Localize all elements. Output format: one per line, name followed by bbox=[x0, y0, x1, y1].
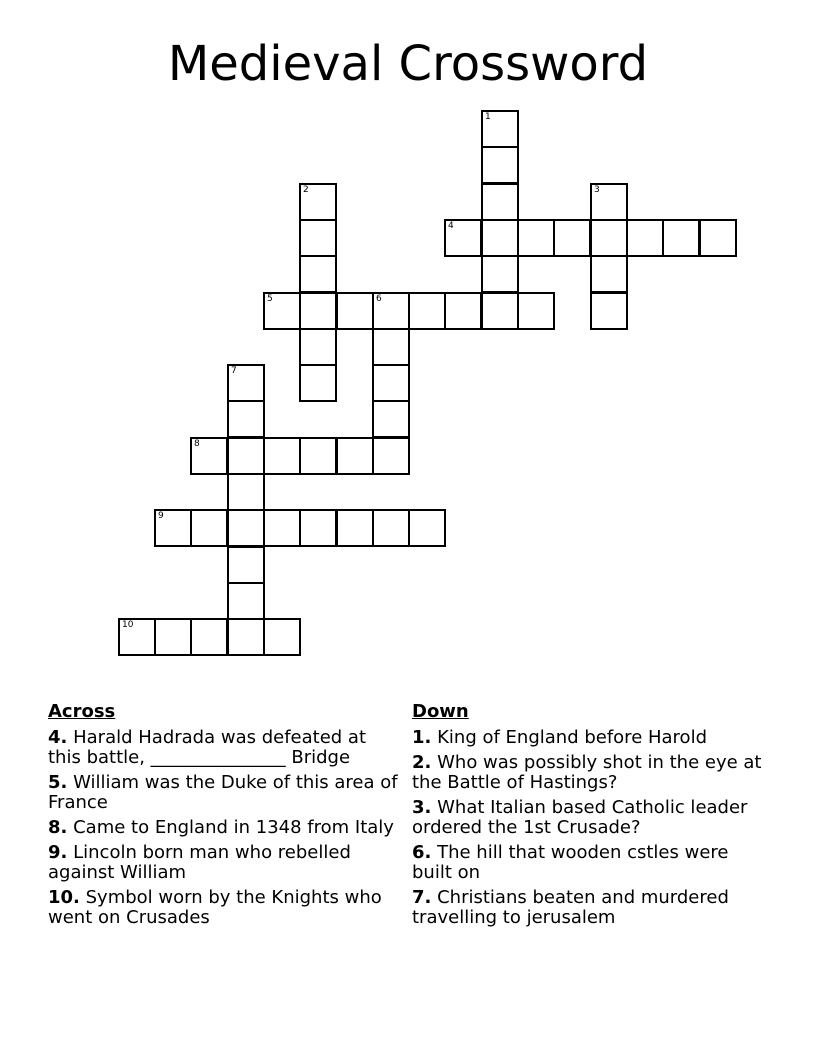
crossword-cell[interactable] bbox=[227, 546, 265, 584]
crossword-cell[interactable] bbox=[263, 618, 301, 656]
crossword-cell[interactable] bbox=[481, 255, 519, 293]
crossword-cell[interactable] bbox=[553, 219, 591, 257]
cell-number: 4 bbox=[448, 221, 454, 231]
crossword-cell[interactable] bbox=[408, 292, 446, 330]
clue-text: Who was possibly shot in the eye at the Battle of Hastings? bbox=[412, 752, 762, 793]
clue-text: King of England before Harold bbox=[437, 727, 707, 748]
clue-across-4 bbox=[48, 728, 398, 768]
clue-number: 4. bbox=[48, 727, 68, 748]
clue-text: Christians beaten and murdered travelling to jerusalem bbox=[412, 887, 729, 928]
crossword-cell[interactable] bbox=[481, 110, 519, 148]
crossword-cell[interactable] bbox=[662, 219, 700, 257]
clue-number: 7. bbox=[412, 887, 432, 908]
crossword-cell[interactable] bbox=[299, 219, 337, 257]
clue-down-1 bbox=[412, 728, 762, 748]
crossword-cell[interactable] bbox=[590, 292, 628, 330]
crossword-cell[interactable] bbox=[227, 509, 265, 547]
crossword-cell[interactable] bbox=[481, 292, 519, 330]
crossword-cell[interactable] bbox=[481, 219, 519, 257]
crossword-cell[interactable] bbox=[517, 292, 555, 330]
cell-number: 6 bbox=[376, 294, 382, 304]
clue-text: Harald Hadrada was defeated at this battle, _______________ Bridge bbox=[48, 727, 367, 768]
crossword-cell[interactable] bbox=[263, 509, 301, 547]
clue-text: The hill that wooden cstles were built on bbox=[412, 842, 729, 883]
clue-number: 1. bbox=[412, 727, 432, 748]
crossword-cell[interactable] bbox=[227, 400, 265, 438]
clue-down-7 bbox=[412, 888, 762, 928]
crossword-cell[interactable] bbox=[372, 437, 410, 475]
crossword-cell[interactable] bbox=[190, 509, 228, 547]
crossword-cell[interactable] bbox=[444, 219, 482, 257]
crossword-cell[interactable] bbox=[299, 183, 337, 221]
clue-number: 5. bbox=[48, 772, 68, 793]
clue-down-2 bbox=[412, 753, 762, 793]
clue-text: Lincoln born man who rebelled against William bbox=[48, 842, 351, 883]
clue-across-5 bbox=[48, 773, 398, 813]
clue-text: Came to England in 1348 from Italy bbox=[73, 817, 394, 838]
cell-number: 9 bbox=[158, 511, 164, 521]
crossword-cell[interactable] bbox=[190, 437, 228, 475]
crossword-cell[interactable] bbox=[299, 437, 337, 475]
clue-text: What Italian based Catholic leader ordered the 1st Crusade? bbox=[412, 797, 748, 838]
crossword-cell[interactable] bbox=[444, 292, 482, 330]
clue-across-8 bbox=[48, 818, 398, 838]
clue-number: 2. bbox=[412, 752, 432, 773]
crossword-cell[interactable] bbox=[372, 509, 410, 547]
crossword-cell[interactable] bbox=[227, 618, 265, 656]
crossword-cell[interactable] bbox=[481, 183, 519, 221]
crossword-cell[interactable] bbox=[227, 364, 265, 402]
cell-number: 7 bbox=[231, 366, 237, 376]
crossword-cell[interactable] bbox=[336, 437, 374, 475]
cell-number: 10 bbox=[122, 620, 134, 630]
across-heading: Across bbox=[48, 701, 116, 722]
crossword-cell[interactable] bbox=[299, 328, 337, 366]
crossword-cell[interactable] bbox=[372, 400, 410, 438]
crossword-cell[interactable] bbox=[481, 146, 519, 184]
clue-text: William was the Duke of this area of France bbox=[48, 772, 398, 813]
crossword-cell[interactable] bbox=[517, 219, 555, 257]
across-clues bbox=[48, 702, 398, 933]
cell-number: 5 bbox=[267, 294, 273, 304]
crossword-cell[interactable] bbox=[408, 509, 446, 547]
crossword-cell[interactable] bbox=[299, 509, 337, 547]
crossword-cell[interactable] bbox=[227, 473, 265, 511]
crossword-cell[interactable] bbox=[299, 255, 337, 293]
crossword-cell[interactable] bbox=[190, 618, 228, 656]
cell-number: 1 bbox=[485, 112, 491, 122]
clue-number: 8. bbox=[48, 817, 68, 838]
crossword-cell[interactable] bbox=[699, 219, 737, 257]
crossword-cell[interactable] bbox=[154, 509, 192, 547]
cell-number: 2 bbox=[303, 185, 309, 195]
crossword-cell[interactable] bbox=[336, 292, 374, 330]
cell-number: 8 bbox=[194, 439, 200, 449]
crossword-cell[interactable] bbox=[336, 509, 374, 547]
crossword-cell[interactable] bbox=[263, 437, 301, 475]
crossword-cell[interactable] bbox=[372, 328, 410, 366]
page-title: Medieval Crossword bbox=[167, 36, 649, 92]
clue-down-3 bbox=[412, 798, 762, 838]
clue-number: 10. bbox=[48, 887, 80, 908]
crossword-cell[interactable] bbox=[263, 292, 301, 330]
crossword-cell[interactable] bbox=[372, 292, 410, 330]
down-clues bbox=[412, 702, 762, 933]
clue-across-10 bbox=[48, 888, 398, 928]
crossword-cell[interactable] bbox=[118, 618, 156, 656]
crossword-cell[interactable] bbox=[372, 364, 410, 402]
clue-number: 6. bbox=[412, 842, 432, 863]
cell-number: 3 bbox=[594, 185, 600, 195]
crossword-cell[interactable] bbox=[590, 183, 628, 221]
crossword-cell[interactable] bbox=[154, 618, 192, 656]
crossword-cell[interactable] bbox=[227, 582, 265, 620]
crossword-cell[interactable] bbox=[299, 292, 337, 330]
crossword-cell[interactable] bbox=[299, 364, 337, 402]
clue-number: 9. bbox=[48, 842, 68, 863]
crossword-cell[interactable] bbox=[626, 219, 664, 257]
clue-down-6 bbox=[412, 843, 762, 883]
clue-text: Symbol worn by the Knights who went on Crusades bbox=[48, 887, 382, 928]
crossword-cell[interactable] bbox=[590, 219, 628, 257]
crossword-cell[interactable] bbox=[590, 255, 628, 293]
clue-across-9 bbox=[48, 843, 398, 883]
crossword-cell[interactable] bbox=[227, 437, 265, 475]
down-heading: Down bbox=[412, 701, 469, 722]
clue-number: 3. bbox=[412, 797, 432, 818]
